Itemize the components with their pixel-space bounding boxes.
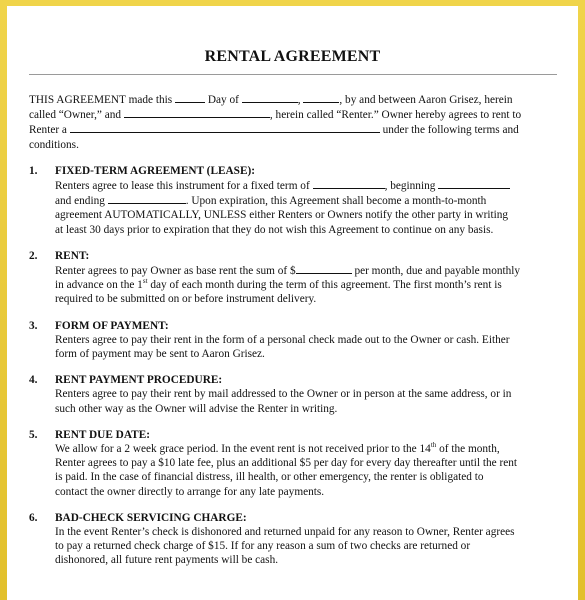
section-payment-procedure [29,373,559,416]
intro-line: conditions. [29,138,79,151]
intro-line [29,122,559,137]
document-page [7,6,578,600]
document-title: RENTAL AGREEMENT [204,48,381,65]
section-heading [29,164,559,178]
section-text [55,387,559,415]
section-line: of the month, [436,443,500,456]
blank-field [124,107,270,118]
section-line: We allow for a 2 week grace period. In the event rent is not received prior to the 14 [55,443,431,456]
section-fixed-term [29,164,559,237]
blank-field [175,92,205,103]
section-line: In the event Renter’s check is dishonored and returned unpaid for any reason to Owner, Renter agrees [55,526,515,539]
intro-text: Day of [207,94,239,106]
section-title: FORM OF PAYMENT: [55,319,169,332]
section-line: at least 30 days prior to expiration that they do not wish this Agreement to continue on any basis. [55,223,494,236]
section-line: required to be submitted on or before instrument delivery. [55,293,317,306]
section-line: is paid. In the case of financial distress, ill health, or other emergency, the renter is obligated to [55,471,484,484]
section-text [55,333,559,361]
intro-text: Renter a [29,124,67,137]
section-line: Renters agree to pay their rent in the form of a personal check made out to the Owner or cash. Either [55,333,510,346]
section-form-of-payment [29,319,559,362]
superscript: th [430,441,437,450]
section-line: contact the owner directly to arrange for any late payments. [55,485,325,498]
section-text [55,525,559,568]
intro-text: , herein called “Renter.” Owner hereby agrees to rent to [269,109,522,122]
section-line: such other way as the Owner will advise the Renter in writing. [55,402,338,415]
intro-text: , by and between Aaron Grisez, herein [339,94,513,106]
section-line: . Upon expiration, this Agreement shall become a month-to-month [185,195,487,208]
section-line: Renter agrees to pay a $10 late fee, plus an additional $5 per day for every day thereafter until the rent [55,457,518,470]
section-title: BAD-CHECK SERVICING CHARGE: [55,511,247,524]
section-line: agreement AUTOMATICALLY, UNLESS either Renters or Owners notify the other party in writing [55,209,509,222]
blank-field [70,122,380,133]
section-heading [29,511,559,525]
section-line: dishonored, all future rent payments will be cash. [55,554,279,567]
section-line: Renter agrees to pay Owner as base rent the sum of $ [55,265,296,278]
blank-field [108,193,186,204]
blank-field [438,178,510,189]
section-number: 6. [29,511,38,524]
document-body [29,92,559,568]
section-title: RENT DUE DATE: [55,428,150,441]
intro-text: , [297,94,301,106]
section-number: 3. [29,319,38,332]
section-text [55,442,559,499]
section-heading [29,319,559,333]
section-number: 2. [29,249,38,262]
intro-text: called “Owner,” and [29,109,122,122]
section-line: in advance on the 1 [55,279,143,292]
blank-field [303,92,339,103]
section-line: , beginning [384,180,436,193]
section-rent [29,249,559,307]
intro-text: THIS AGREEMENT made this [29,94,173,106]
blank-field [313,178,385,189]
section-number: 1. [29,164,38,177]
intro-line [29,107,559,122]
section-line: per month, due and payable monthly [354,265,521,278]
section-line: form of payment may be sent to Aaron Grisez. [55,348,265,361]
section-text [55,263,559,307]
section-heading [29,249,559,263]
section-title: RENT: [55,249,90,262]
section-line: to pay a returned check charge of $15. If for any reason a sum of two checks are returned or [55,540,471,553]
blank-field [242,92,298,103]
title-divider [29,74,557,75]
section-title: RENT PAYMENT PROCEDURE: [55,374,223,387]
section-text [55,178,559,237]
section-rent-due-date [29,428,559,499]
section-line: day of each month during the term of this agreement. The first month’s rent is [147,279,502,292]
section-line: Renters agree to lease this instrument for a fixed term of [55,180,310,193]
intro-paragraph [29,92,559,152]
intro-text: under the following terms and [382,124,519,137]
section-number: 5. [29,428,38,441]
section-line: Renters agree to pay their rent by mail addressed to the Owner or in person at the same address, or in [55,388,512,401]
section-title: FIXED-TERM AGREEMENT (LEASE): [55,164,256,177]
section-bad-check [29,511,559,568]
section-heading [29,373,559,387]
section-heading [29,428,559,442]
intro-line [29,92,559,107]
blank-field [296,263,352,274]
section-number: 4. [29,374,38,387]
section-line: and ending [55,195,105,208]
superscript: st [142,277,148,286]
